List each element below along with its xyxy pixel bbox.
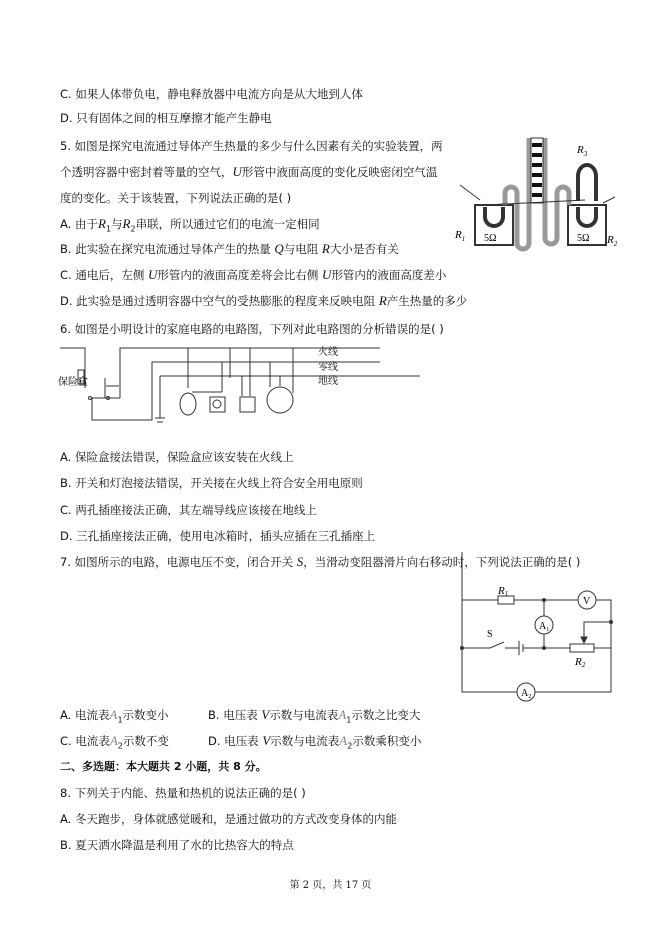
q8-option-a: A. 冬天跑步，身体就感觉暖和，是通过做功的方式改变身体的内能 (60, 812, 397, 826)
switch-label: S (487, 629, 493, 640)
ammeter-a1-label: $A_1$ (539, 621, 550, 633)
q7-option-a: A. 电流表$A_1$示数变小 (60, 707, 169, 725)
r1-label: $R_1$ (455, 229, 466, 243)
r1-label: R1 (498, 585, 509, 598)
q5-option-c: C. 通电后，左侧 U形管内的液面高度差将会比右侧 U形管内的液面高度差小 (60, 267, 447, 282)
fuse-box-label: 保险盒 (58, 377, 88, 388)
q7-circuit-figure (455, 585, 605, 700)
q5-option-b: B. 此实验在探究电流通过导体产生的热量 Q与电阻 R大小是否有关 (60, 241, 399, 256)
live-wire-label: 火线 (318, 347, 338, 358)
q7-option-c: C. 电流表$A_2$示数不变 (60, 733, 169, 751)
neutral-wire-label: 零线 (318, 362, 338, 373)
section-heading: 二、多选题：本大题共 2 小题，共 8 分。 (60, 760, 267, 773)
q7-stem: 7. 如图所示的电路，电源电压不变，闭合开关 S，当滑动变阻器滑片向右移动时，下列说法正确的是( ) (60, 554, 581, 569)
voltmeter-label: V (583, 596, 591, 607)
q5-stem-1: 5. 如图是探究电流通过导体产生热量的多少与什么因素有关的实验装置，两 (60, 139, 443, 153)
q6-option-b: B. 开关和灯泡接法错误，开关接在火线上符合安全用电原则 (60, 476, 363, 490)
ammeter-a2-label: $A_2$ (521, 688, 532, 700)
q4-option-d: D. 只有固体之间的相互摩擦才能产生静电 (60, 111, 272, 125)
ground-wire-label: 地线 (318, 376, 338, 387)
r2-label: $R_2$ (607, 234, 618, 248)
r2-label: R2 (575, 656, 586, 669)
q6-option-d: D. 三孔插座接法正确，使用电冰箱时，插头应插在三孔插座上 (60, 529, 376, 543)
q5-option-a: A. 由于$R_1$与$R_2$串联，所以通过它们的电流一定相同 (60, 216, 320, 234)
q4-option-c: C. 如果人体带负电，静电释放器中电流方向是从大地到人体 (60, 87, 363, 101)
ohm-label-left: 5Ω (484, 233, 497, 244)
q5-option-d: D. 此实验是通过透明容器中空气的受热膨胀的程度来反映电阻 R产生热量的多少 (60, 293, 468, 308)
q6-stem: 6. 如图是小明设计的家庭电路的电路图，下列对此电路图的分析错误的是( ) (60, 322, 444, 336)
q8-stem: 8. 下列关于内能、热量和热机的说法正确的是( ) (60, 786, 306, 800)
q6-household-circuit-figure (60, 340, 310, 435)
q6-option-c: C. 两孔插座接法正确，其左端导线应该接在地线上 (60, 503, 317, 517)
q5-stem-2: 个透明容器中密封着等量的空气，U形管中液面高度的变化反映密闭空气温 (60, 164, 438, 179)
q5-heating-apparatus-figure (450, 135, 618, 250)
page-footer: 第 2 页，共 17 页 (289, 880, 372, 891)
q5-stem-3: 度的变化。关于该装置，下列说法正确的是( ) (60, 191, 292, 205)
q7-option-b: B. 电压表 V示数与电流表$A_1$示数之比变大 (208, 707, 421, 725)
r3-label: $R_3$ (577, 144, 588, 158)
q6-option-a: A. 保险盒接法错误，保险盒应该安装在火线上 (60, 450, 294, 464)
ohm-label-right: 5Ω (577, 233, 590, 244)
q7-option-d: D. 电压表 V示数与电流表$A_2$示数乘积变小 (208, 733, 422, 751)
q8-option-b: B. 夏天洒水降温是利用了水的比热容大的特点 (60, 838, 294, 852)
